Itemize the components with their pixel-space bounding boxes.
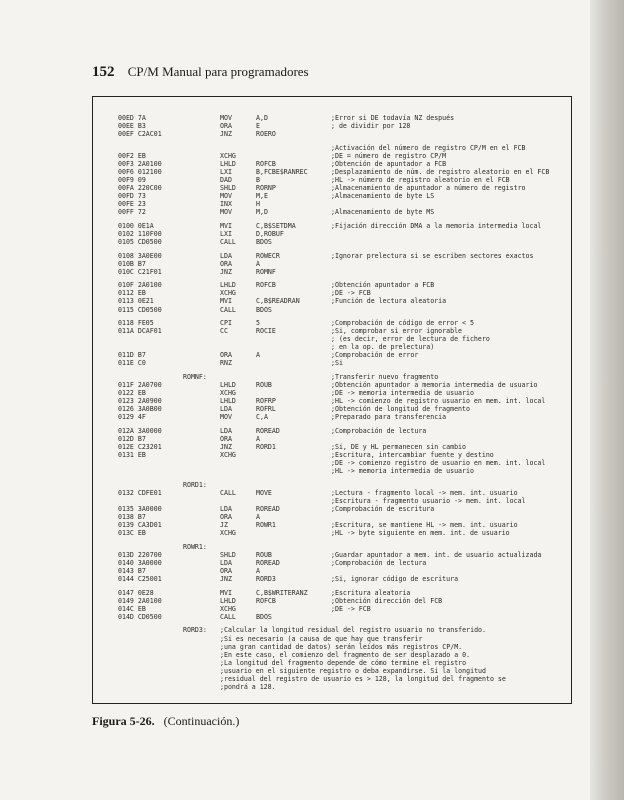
listing-comment: ;Escritura - fragmento usuario -> mem. int. local bbox=[331, 496, 526, 505]
listing-comment: ;Escritura, se mantiene HL -> mem. int. usuario bbox=[331, 521, 518, 530]
listing-comment: ;DE = número de registro CP/M bbox=[331, 151, 447, 160]
listing-comment: ;Obtención dirección del FCB bbox=[331, 596, 443, 605]
listing-operand: ROMNF bbox=[256, 267, 276, 276]
figure-label: Figura 5-26. bbox=[92, 714, 155, 728]
listing-label: ROWR1: bbox=[183, 542, 207, 551]
listing-opcode: DAD bbox=[220, 176, 232, 184]
listing-operand: RORD1 bbox=[256, 443, 276, 451]
listing-opcode: MOV bbox=[220, 413, 232, 422]
listing-opcode: SHLD bbox=[220, 184, 236, 192]
listing-comment: ;Escritura, intercambiar fuente y destino bbox=[331, 451, 494, 460]
listing-address: 00F2 EB bbox=[118, 151, 146, 160]
listing-opcode: LDA bbox=[220, 405, 232, 414]
listing-operand: ROFRL bbox=[256, 405, 276, 414]
listing-comment: ;Comprobación de lectura bbox=[331, 426, 427, 435]
listing-opcode: LXI bbox=[220, 167, 232, 176]
listing-comment: ;HL -> memoria intermedia de usuario bbox=[331, 467, 474, 476]
listing-comment: ;Error si DE todavía NZ después bbox=[331, 114, 455, 122]
listing-opcode: JNZ bbox=[220, 267, 232, 276]
listing-operand: 5 bbox=[256, 319, 260, 328]
listing-opcode: ORA bbox=[220, 351, 232, 360]
listing-opcode: ORA bbox=[220, 259, 232, 268]
listing-opcode: XCHG bbox=[220, 604, 236, 613]
listing-operand: ROFCB bbox=[256, 281, 276, 290]
listing-address: 00EE B3 bbox=[118, 122, 146, 131]
listing-opcode: ;usuario en el siguiente registro o deba expandirse. Si la longitud bbox=[220, 666, 486, 675]
listing-address: 011E C0 bbox=[118, 359, 146, 368]
listing-opcode: MOV bbox=[220, 114, 232, 122]
listing-operand: RORD3 bbox=[256, 575, 276, 583]
listing-comment: ;Almacenamiento de byte MS bbox=[331, 208, 435, 217]
listing-address: 014C EB bbox=[118, 604, 146, 613]
listing-operand: ROWR1 bbox=[256, 521, 276, 530]
listing-operand: ROREAD bbox=[256, 426, 280, 435]
listing-operand: C,B$SETDMA bbox=[256, 221, 296, 230]
listing-opcode: LDA bbox=[220, 251, 232, 260]
listing-comment: ;HL -> número de registro aleatorio en el FCB bbox=[331, 176, 510, 184]
listing-operand: ROFCB bbox=[256, 596, 276, 605]
listing-label: RORD3: bbox=[183, 626, 207, 635]
listing-opcode: LDA bbox=[220, 558, 232, 567]
listing-comment: ;Guardar apuntador a mem. int. de usuario actualizada bbox=[331, 550, 542, 559]
listing-opcode: LDA bbox=[220, 505, 232, 513]
listing-address: 010B B7 bbox=[118, 259, 146, 268]
listing-operand: A bbox=[256, 435, 260, 443]
listing-address: 0115 CD0500 bbox=[118, 305, 162, 314]
listing-address: 0108 3A0E00 bbox=[118, 251, 162, 260]
listing-opcode: LHLD bbox=[220, 596, 236, 605]
listing-address: 0140 3A0000 bbox=[118, 558, 162, 567]
listing-opcode: LXI bbox=[220, 229, 232, 238]
listing-comment: ;HL -> comienzo de registro usuario en mem. int. local bbox=[331, 397, 546, 406]
listing-opcode: LHLD bbox=[220, 281, 236, 290]
listing-comment: ;Almacenamiento de byte LS bbox=[331, 192, 435, 200]
listing-comment: ;Obtención de apuntador a FCB bbox=[331, 159, 447, 168]
listing-address: 010F 2A0100 bbox=[118, 281, 162, 290]
listing-opcode: CALL bbox=[220, 488, 236, 497]
listing-address: 013C EB bbox=[118, 529, 146, 538]
figure-caption bbox=[92, 714, 239, 729]
listing-address: 0112 EB bbox=[118, 289, 146, 298]
listing-address: 0149 2A0100 bbox=[118, 596, 162, 605]
listing-address: 0147 0E28 bbox=[118, 588, 154, 597]
listing-opcode: CALL bbox=[220, 612, 236, 621]
listing-opcode: XCHG bbox=[220, 451, 236, 460]
listing-operand: BDOS bbox=[256, 237, 272, 246]
listing-comment: ;Comprobación de error bbox=[331, 351, 419, 360]
listing-operand: H bbox=[256, 200, 260, 209]
listing-opcode: ORA bbox=[220, 566, 232, 575]
page-header bbox=[92, 64, 309, 81]
listing-address: 0139 CA3D01 bbox=[118, 521, 162, 530]
listing-comment: ;DE -> FCB bbox=[331, 604, 371, 613]
listing-address: 012A 3A0000 bbox=[118, 426, 162, 435]
listing-address: 0135 3A0000 bbox=[118, 505, 162, 513]
listing-operand: ROREAD bbox=[256, 505, 280, 513]
listing-operand: ROWECR bbox=[256, 251, 280, 260]
listing-comment: ;Preparado para transferencia bbox=[331, 413, 447, 422]
listing-opcode: ORA bbox=[220, 435, 232, 443]
listing-opcode: ;Si es necesario (a causa de que hay que transferir bbox=[220, 634, 423, 643]
listing-opcode: MVI bbox=[220, 588, 232, 597]
listing-comment: ; en la op. de prelectura) bbox=[331, 343, 435, 352]
listing-address: 00ED 7A bbox=[118, 114, 146, 122]
listing-opcode: ;Calcular la longitud residual del registro usuario no transferido. bbox=[220, 626, 486, 635]
listing-address: 012E C23201 bbox=[118, 443, 162, 451]
listing-opcode: MVI bbox=[220, 221, 232, 230]
listing-comment: ;Si, comprobar si error ignorable bbox=[331, 327, 463, 336]
listing-operand: ROUB bbox=[256, 381, 272, 390]
listing-operand: M,E bbox=[256, 192, 268, 200]
listing-operand: D,ROBUF bbox=[256, 229, 284, 238]
listing-opcode: SHLD bbox=[220, 550, 236, 559]
listing-opcode: JNZ bbox=[220, 130, 232, 139]
listing-opcode: ORA bbox=[220, 122, 232, 131]
listing-operand: A bbox=[256, 566, 260, 575]
assembly-listing bbox=[93, 97, 571, 703]
listing-label: RORD1: bbox=[183, 480, 207, 489]
listing-operand: C,B$READRAN bbox=[256, 297, 300, 306]
listing-address: 0138 B7 bbox=[118, 513, 146, 521]
listing-operand: ROUB bbox=[256, 550, 272, 559]
listing-comment: ;Ignorar prelectura si se escriben sectores exactos bbox=[331, 251, 534, 260]
listing-comment: ;DE -> FCB bbox=[331, 289, 371, 298]
listing-comment: ;Si, DE y HL permanecen sin cambio bbox=[331, 443, 466, 451]
listing-operand: C,A bbox=[256, 413, 268, 422]
listing-comment: ;Obtención apuntador a FCB bbox=[331, 281, 435, 290]
listing-address: 00F9 09 bbox=[118, 176, 146, 184]
listing-address: 0100 0E1A bbox=[118, 221, 154, 230]
listing-operand: ROREAD bbox=[256, 558, 280, 567]
listing-address: 0143 B7 bbox=[118, 566, 146, 575]
listing-opcode: JNZ bbox=[220, 443, 232, 451]
listing-address: 011A DCAF01 bbox=[118, 327, 162, 336]
listing-comment: ; (es decir, error de lectura de fichero bbox=[331, 335, 490, 344]
listing-opcode: MVI bbox=[220, 297, 232, 306]
listing-opcode: RNZ bbox=[220, 359, 232, 368]
listing-comment: ;Si, ignorar código de escritura bbox=[331, 575, 459, 583]
listing-operand: ROCIE bbox=[256, 327, 276, 336]
listing-label: ROMNF: bbox=[183, 373, 207, 381]
listing-comment: ;Transferir nuevo fragmento bbox=[331, 373, 439, 381]
listing-opcode: CPI bbox=[220, 319, 232, 328]
listing-address: 00F6 012100 bbox=[118, 167, 162, 176]
listing-comment: ;HL -> byte siguiente en mem. int. de usuario bbox=[331, 529, 510, 538]
listing-address: 0113 0E21 bbox=[118, 297, 154, 306]
listing-comment: ;Comprobación de escritura bbox=[331, 505, 435, 513]
listing-opcode: CALL bbox=[220, 237, 236, 246]
listing-comment: ;Escritura aleatoria bbox=[331, 588, 411, 597]
listing-operand: C,B$WRITERANZ bbox=[256, 588, 308, 597]
listing-address: 00FA 220C00 bbox=[118, 184, 162, 192]
listing-address: 0122 EB bbox=[118, 389, 146, 398]
listing-comment: ; de dividir por 128 bbox=[331, 122, 411, 131]
page-number: 152 bbox=[92, 64, 115, 80]
listing-operand: A,D bbox=[256, 114, 268, 122]
listing-address: 00FF 72 bbox=[118, 208, 146, 217]
listing-operand: B,FCBE$RANREC bbox=[256, 167, 308, 176]
listing-comment: ;Si bbox=[331, 359, 343, 368]
listing-opcode: MOV bbox=[220, 192, 232, 200]
listing-opcode: CC bbox=[220, 327, 228, 336]
listing-address: 0129 4F bbox=[118, 413, 146, 422]
listing-comment: ;Comprobación de lectura bbox=[331, 558, 427, 567]
listing-address: 00FD 73 bbox=[118, 192, 146, 200]
listing-opcode: XCHG bbox=[220, 151, 236, 160]
listing-address: 00F3 2A0100 bbox=[118, 159, 162, 168]
code-listing-box bbox=[92, 96, 572, 704]
figure-caption-text: (Continuación.) bbox=[163, 714, 240, 728]
listing-operand: BDOS bbox=[256, 612, 272, 621]
listing-comment: ;Almacenamiento de apuntador a número de registro bbox=[331, 184, 526, 192]
book-spine-shadow bbox=[590, 0, 624, 800]
listing-address: 012D B7 bbox=[118, 435, 146, 443]
listing-opcode: LDA bbox=[220, 426, 232, 435]
listing-address: 013D 220700 bbox=[118, 550, 162, 559]
listing-address: 0118 FE05 bbox=[118, 319, 154, 328]
listing-opcode: JZ bbox=[220, 521, 228, 530]
listing-operand: A bbox=[256, 351, 260, 360]
listing-opcode: XCHG bbox=[220, 289, 236, 298]
listing-opcode: INX bbox=[220, 200, 232, 209]
listing-comment: ;Comprobación de código de error < 5 bbox=[331, 319, 474, 328]
listing-address: 00FE 23 bbox=[118, 200, 146, 209]
listing-operand: BDOS bbox=[256, 305, 272, 314]
listing-address: 0102 110F00 bbox=[118, 229, 162, 238]
listing-comment: ;DE -> memoria intermedia de usuario bbox=[331, 389, 474, 398]
listing-opcode: LHLD bbox=[220, 381, 236, 390]
listing-opcode: JNZ bbox=[220, 575, 232, 583]
listing-address: 0123 2A0900 bbox=[118, 397, 162, 406]
listing-opcode: ORA bbox=[220, 513, 232, 521]
listing-operand: M,D bbox=[256, 208, 268, 217]
listing-opcode: LHLD bbox=[220, 397, 236, 406]
listing-address: 00EF C2AC01 bbox=[118, 130, 162, 139]
listing-comment: ;Lectura - fragmento local -> mem. int. usuario bbox=[331, 488, 518, 497]
listing-opcode: ;En este caso, el comienzo del fragmento de ser desplazado a 0. bbox=[220, 650, 471, 659]
listing-opcode: ;residual del registro de usuario es > 128, la longitud del fragmento se bbox=[220, 674, 506, 683]
listing-comment: ;Obtención apuntador a memoria intermedia de usuario bbox=[331, 381, 538, 390]
listing-address: 010C C21F01 bbox=[118, 267, 162, 276]
listing-comment: ;Función de lectura aleatoria bbox=[331, 297, 447, 306]
listing-address: 0132 CDFE01 bbox=[118, 488, 162, 497]
listing-comment: ;Fijación dirección DMA a la memoria intermedia local bbox=[331, 221, 542, 230]
listing-comment: ;DE -> comienzo registro de usuario en mem. int. local bbox=[331, 459, 546, 468]
listing-address: 014D CD0500 bbox=[118, 612, 162, 621]
listing-comment: ;Desplazamiento de núm. de registro aleatorio en el FCB bbox=[331, 167, 550, 176]
listing-opcode: ;pondrá a 128. bbox=[220, 682, 276, 691]
listing-operand: E bbox=[256, 122, 260, 131]
listing-operand: A bbox=[256, 513, 260, 521]
listing-operand: ROFRP bbox=[256, 397, 276, 406]
listing-comment: ;Activación del número de registro CP/M en el FCB bbox=[331, 143, 526, 152]
listing-address: 0144 C25001 bbox=[118, 575, 162, 583]
listing-address: 011F 2A0700 bbox=[118, 381, 162, 390]
listing-opcode: CALL bbox=[220, 305, 236, 314]
listing-opcode: ;una gran cantidad de datos) serán leídos más registros CP/M. bbox=[220, 642, 463, 651]
listing-address: 0131 EB bbox=[118, 451, 146, 460]
listing-opcode: LHLD bbox=[220, 159, 236, 168]
listing-opcode: MOV bbox=[220, 208, 232, 217]
listing-comment: ;Obtención de longitud de fragmento bbox=[331, 405, 470, 414]
listing-operand: ROFCB bbox=[256, 159, 276, 168]
listing-operand: RORNP bbox=[256, 184, 276, 192]
listing-operand: MOVE bbox=[256, 488, 272, 497]
listing-opcode: XCHG bbox=[220, 389, 236, 398]
listing-address: 0126 3A0B00 bbox=[118, 405, 162, 414]
listing-address: 0105 CD0500 bbox=[118, 237, 162, 246]
listing-opcode: ;La longitud del fragmento depende de cómo termine el registro bbox=[220, 658, 467, 667]
listing-address: 011D B7 bbox=[118, 351, 146, 360]
listing-operand: A bbox=[256, 259, 260, 268]
running-title: CP/M Manual para programadores bbox=[127, 64, 309, 79]
listing-operand: B bbox=[256, 176, 260, 184]
listing-operand: ROERO bbox=[256, 130, 276, 139]
listing-opcode: XCHG bbox=[220, 529, 236, 538]
